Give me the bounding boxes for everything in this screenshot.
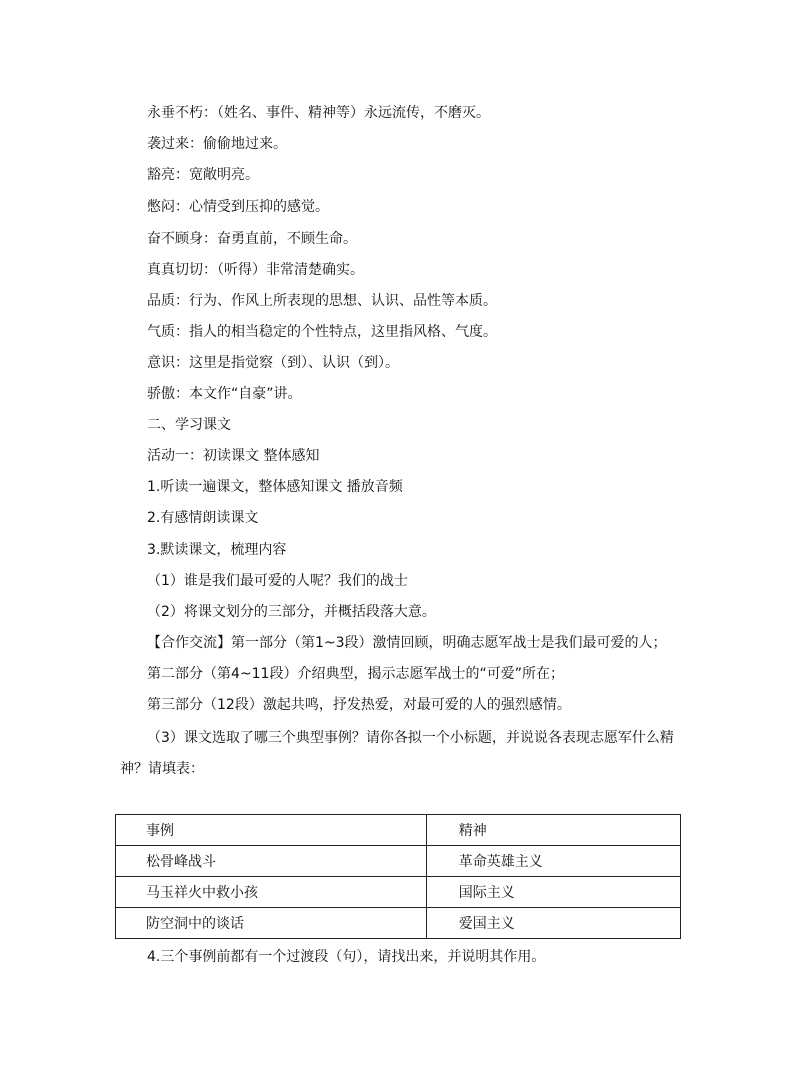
table-row xyxy=(116,908,681,939)
table-header-cell: 事例 xyxy=(116,815,427,846)
step-1: 1.听读一遍课文，整体感知课文 播放音频 xyxy=(147,479,403,495)
discussion-part-2: 第二部分（第4~11段）介绍典型，揭示志愿军战士的“可爱”所在； xyxy=(147,666,564,682)
step-2: 2.有感情朗读课文 xyxy=(147,510,259,526)
examples-table xyxy=(115,814,681,939)
definition-yongchuibuxiu: 永垂不朽：（姓名、事件、精神等）永远流传，不磨灭。 xyxy=(147,105,490,121)
discussion-part-3: 第三部分（12段）激起共鸣，抒发热爱，对最可爱的人的强烈感情。 xyxy=(147,697,571,713)
definition-biemen: 憋闷：心情受到压抑的感觉。 xyxy=(147,199,329,215)
activity-title: 活动一：初读课文 整体感知 xyxy=(147,448,320,464)
table-row xyxy=(116,846,681,877)
definition-jiaoao: 骄傲：本文作“自豪”讲。 xyxy=(147,386,302,402)
section-heading: 二、学习课文 xyxy=(147,417,231,433)
table-cell: 爱国主义 xyxy=(426,908,680,939)
table-cell: 马玉祥火中救小孩 xyxy=(116,877,427,908)
table-cell: 防空洞中的谈话 xyxy=(116,908,427,939)
definition-huoliang: 豁亮：宽敞明亮。 xyxy=(147,167,259,183)
question-3: （3）课文选取了哪三个典型事例？请你各拟一个小标题，并说说各表现志愿军什么精神？请填表： xyxy=(120,730,674,777)
table-row xyxy=(116,877,681,908)
table-header-cell: 精神 xyxy=(426,815,680,846)
table-cell: 革命英雄主义 xyxy=(426,846,680,877)
definition-qizhi: 气质：指人的相当稳定的个性特点，这里指风格、气度。 xyxy=(147,324,497,340)
definition-xiguolai: 袭过来：偷偷地过来。 xyxy=(147,136,287,152)
definition-pinzhi: 品质：行为、作风上所表现的思想、认识、品性等本质。 xyxy=(147,293,497,309)
definition-yishi: 意识：这里是指觉察（到）、认识（到）。 xyxy=(147,355,399,371)
question-1: （1）谁是我们最可爱的人呢？我们的战士 xyxy=(147,573,408,589)
table-cell: 松骨峰战斗 xyxy=(116,846,427,877)
definition-fenbugushen: 奋不顾身：奋勇直前，不顾生命。 xyxy=(147,231,357,247)
table-header-row xyxy=(116,815,681,846)
step-3: 3.默读课文，梳理内容 xyxy=(147,542,287,558)
question-4: 4.三个事例前都有一个过渡段（句），请找出来，并说明其作用。 xyxy=(147,949,546,965)
question-2: （2）将课文划分的三部分，并概括段落大意。 xyxy=(147,604,436,620)
table-cell: 国际主义 xyxy=(426,877,680,908)
definition-zhenzhenqieqie: 真真切切：（听得）非常清楚确实。 xyxy=(147,262,364,278)
discussion-part-1: 【合作交流】第一部分（第1~3段）激情回顾，明确志愿军战士是我们最可爱的人； xyxy=(147,635,667,651)
